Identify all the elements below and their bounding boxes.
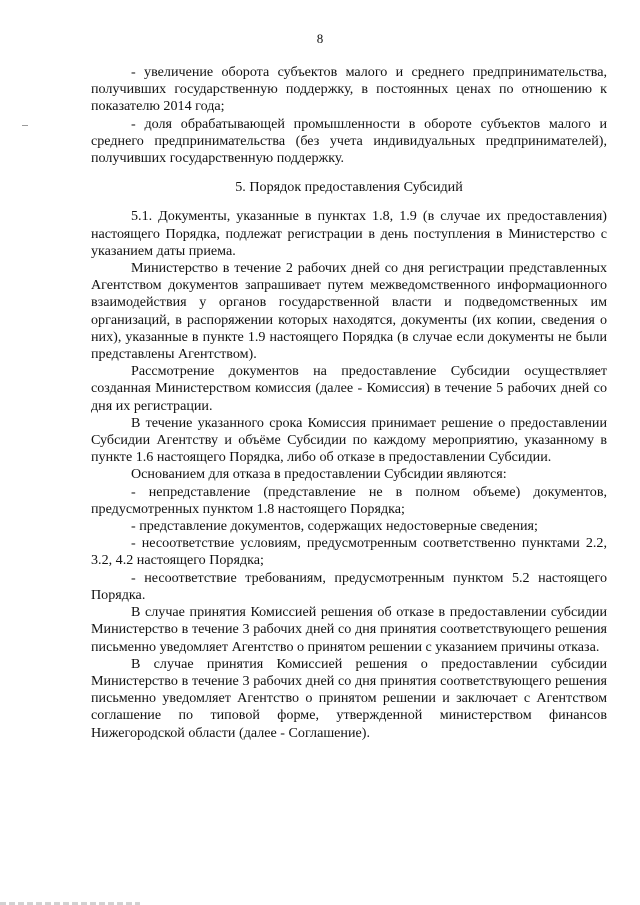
paragraph-5-1: 5.1. Документы, указанные в пунктах 1.8, 1.9 (в случае их предоставления) настоящего Порядка, подлежат регистрации в день поступления в Министерство с указанием даты приема. bbox=[91, 208, 607, 259]
section-heading: 5. Порядок предоставления Субсидий bbox=[235, 179, 463, 196]
paragraph-refusal-grounds: Основанием для отказа в предоставлении Субсидии являются: bbox=[131, 466, 507, 483]
paragraph-refusal-notice: В случае принятия Комиссией решения об отказе в предоставлении субсидии Министерство в течение 3 рабочих дней со дня принятия соответствующего решения письменно уведомляет Агентство о принятом решении с указанием причины отказа. bbox=[91, 604, 607, 655]
document-body bbox=[91, 64, 607, 742]
paragraph-refusal-item-1: - непредставление (представление не в полном объеме) документов, предусмотренных пунктом 1.8 настоящего Порядка; bbox=[91, 483, 607, 517]
paragraph-ministry-request: Министерство в течение 2 рабочих дней со дня регистрации представленных Агентством документов запрашивает путем межведомственного информационного взаимодействия у органов государственной власти и подведомственных им организаций, в распоряжении которых находятся, документы (их копии, сведения о них), указанные в пункте 1.9 настоящего Порядка (в случае если документы не были представлены Агентством). bbox=[91, 260, 607, 363]
paragraph-bullet-manufacturing-share: - доля обрабатывающей промышленности в обороте субъектов малого и среднего предпринимательства (без учета индивидуальных предпринимателей), получивших государственную поддержку. bbox=[91, 115, 607, 167]
scan-margin-mark bbox=[22, 125, 28, 126]
paragraph-refusal-item-2: - представление документов, содержащих недостоверные сведения; bbox=[131, 518, 538, 535]
page-number: 8 bbox=[316, 31, 324, 46]
paragraph-commission-decision: В течение указанного срока Комиссия принимает решение о предоставлении Субсидии Агентству и объёме Субсидии по каждому мероприятию, указанному в пункте 1.6 настоящего Порядка, либо об отказе в предоставлении Субсидии. bbox=[91, 414, 607, 466]
paragraph-refusal-item-4: - несоответствие требованиям, предусмотренным пунктом 5.2 настоящего Порядка. bbox=[91, 569, 607, 603]
paragraph-bullet-turnover: - увеличение оборота субъектов малого и среднего предпринимательства, получивших государственную поддержку, в постоянных ценах по отношению к показателю 2014 года; bbox=[91, 64, 607, 115]
paragraph-approval-notice: В случае принятия Комиссией решения о предоставлении субсидии Министерство в течение 3 рабочих дней со дня принятия соответствующего решения письменно уведомляет Агентство о принятом решении и заключает с Агентством соглашение по типовой форме, утвержденной министерством финансов Нижегородской области (далее - Соглашение). bbox=[91, 655, 607, 741]
paragraph-commission-review: Рассмотрение документов на предоставление Субсидии осуществляет созданная Министерством комиссия (далее - Комиссия) в течение 5 рабочих дней со дня их регистрации. bbox=[91, 363, 607, 414]
paragraph-refusal-item-3: - несоответствие условиям, предусмотренным соответственно пунктами 2.2, 3.2, 4.2 настоящего Порядка; bbox=[91, 535, 607, 569]
